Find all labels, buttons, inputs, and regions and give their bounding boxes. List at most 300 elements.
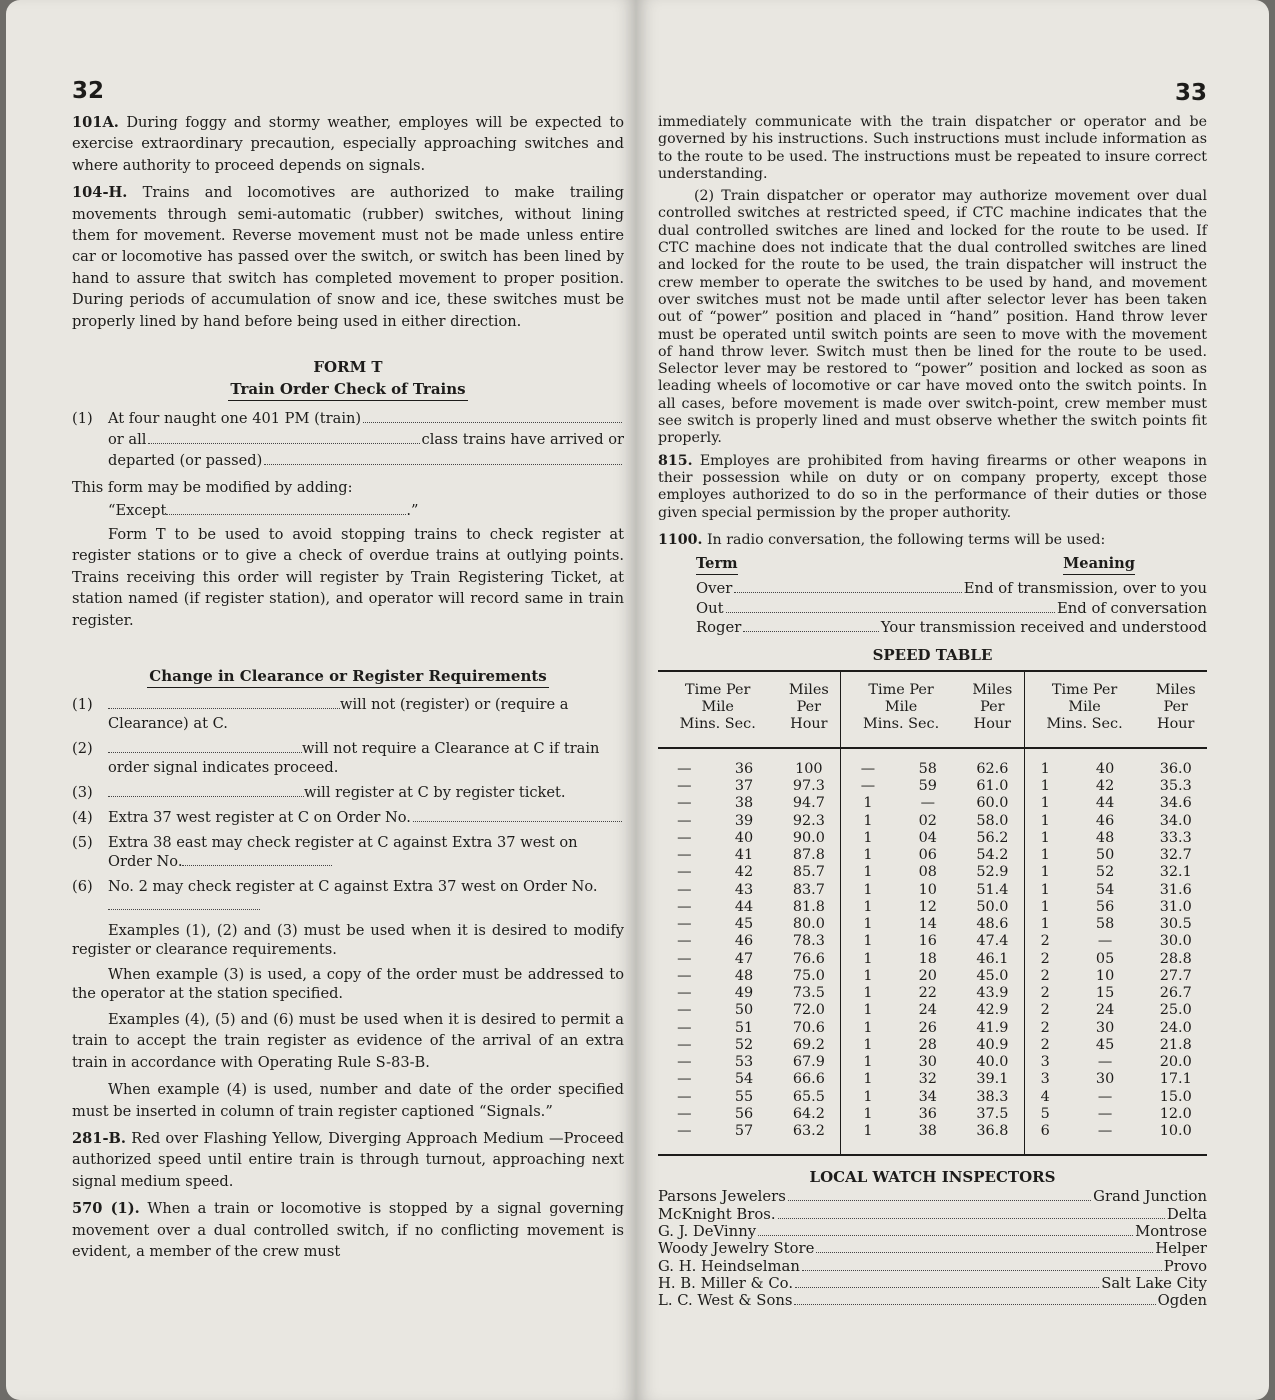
speed-table-cell: 40.0 (976, 1054, 1009, 1071)
item-text: Extra 38 east may check register at C against Extra 37 west on Order No. (108, 833, 578, 870)
speed-table-cell: 1 (841, 916, 895, 933)
speed-table-cell: 63.2 (792, 1123, 825, 1140)
speed-table-cell: 08 (918, 864, 937, 881)
watch-inspector-row (658, 1258, 1207, 1275)
speed-table-cell: — (920, 795, 935, 812)
rule-text: Red over Flashing Yellow, Diverging Approach Medium —Proceed authorized speed until entire train is through turnout, approaching next signal medium speed. (72, 1129, 624, 1190)
speed-table-cell: — (1097, 1054, 1113, 1071)
speed-table-cell: 47.4 (976, 933, 1009, 950)
speed-table-cell: 1 (841, 864, 895, 881)
speed-table-cell: 97.3 (792, 778, 825, 795)
speed-table-cell: 26.7 (1159, 985, 1192, 1002)
speed-table-cell: 56 (1095, 898, 1115, 915)
miles-header: Miles Per Hour (777, 671, 840, 748)
speed-table-cell: 64.2 (792, 1105, 825, 1122)
speed-table-cell: 36 (918, 1105, 937, 1122)
speed-table-cell: 10 (1095, 967, 1115, 984)
rule-number: 815. (658, 452, 693, 469)
speed-table-cell: 1 (841, 1054, 895, 1071)
form-item-body (108, 408, 624, 471)
speed-table-cell: 42.9 (976, 1002, 1009, 1019)
speed-table-cell: 48.6 (976, 916, 1009, 933)
speed-table-cell: — (677, 916, 692, 933)
speed-table-cell: 2 (1024, 985, 1065, 1002)
speed-table-cell: 24 (1095, 1002, 1115, 1019)
speed-table (658, 670, 1207, 1157)
watch-inspector-row (658, 1188, 1207, 1205)
speed-table-row (658, 951, 1207, 968)
meaning-column-header: Meaning (1063, 555, 1135, 575)
speed-table-cell: 26 (918, 1019, 937, 1036)
speed-table-cell: 15 (1095, 985, 1115, 1002)
speed-table-cell: — (1097, 933, 1113, 950)
inspector-name: G. H. Heindselman (658, 1257, 800, 1275)
speed-table-cell: — (1097, 1088, 1113, 1105)
speed-table-row (658, 748, 1207, 778)
speed-table-cell: 34 (918, 1088, 937, 1105)
speed-table-cell: 1 (841, 1020, 895, 1037)
speed-table-cell: 51 (734, 1019, 754, 1036)
watch-inspector-row (658, 1240, 1207, 1257)
speed-table-cell: — (677, 812, 692, 829)
speed-table-row (658, 1002, 1207, 1019)
item-number: (2) (72, 739, 93, 757)
speed-table-cell: — (677, 1054, 692, 1071)
speed-table-cell: 16 (918, 933, 937, 950)
speed-table-cell: 41.9 (976, 1019, 1009, 1036)
speed-table-cell: 28.8 (1159, 950, 1192, 967)
speed-table-cell: 76.6 (792, 950, 825, 967)
speed-table-cell: 1 (841, 847, 895, 864)
speed-table-cell: — (677, 950, 692, 967)
speed-table-cell: 52 (734, 1036, 754, 1053)
speed-table-cell: 57 (734, 1123, 754, 1140)
item-number: (4) (72, 808, 93, 826)
speed-table-cell: 32 (918, 1071, 937, 1088)
speed-table-cell: 1 (841, 933, 895, 950)
item-number: (1) (72, 410, 93, 428)
inspector-name: Parsons Jewelers (658, 1188, 786, 1206)
form-subtitle-text: Train Order Check of Trains (228, 380, 467, 401)
speed-table-cell: 2 (1024, 933, 1065, 950)
speed-table-cell: 46 (1095, 812, 1115, 829)
inspector-name: Woody Jewelry Store (658, 1240, 815, 1258)
meaning: End of transmission, over to you (963, 580, 1207, 598)
speed-table-cell: 1 (1024, 795, 1065, 812)
speed-table-cell: 43.9 (976, 985, 1009, 1002)
speed-table-cell: 54 (734, 1071, 754, 1088)
speed-table-cell: 2 (1024, 968, 1065, 985)
rule-281b (72, 1128, 624, 1192)
item-text: Extra 37 west register at C on Order No. (108, 808, 411, 826)
rule-104h (72, 182, 624, 332)
speed-table-cell: 60.0 (976, 795, 1009, 812)
speed-table-cell: 40 (1095, 760, 1115, 777)
speed-table-cell: 83.7 (792, 881, 825, 898)
speed-table-cell: 1 (841, 951, 895, 968)
speed-table-cell: 92.3 (792, 812, 825, 829)
speed-table-cell: 61.0 (976, 778, 1009, 795)
inspector-place: Ogden (1157, 1292, 1207, 1310)
speed-table-cell: 3 (1024, 1054, 1065, 1071)
speed-table-cell: 24.0 (1159, 1019, 1192, 1036)
speed-table-cell: 34.0 (1159, 812, 1192, 829)
speed-table-cell: 10 (918, 881, 937, 898)
speed-table-cell: 34.6 (1159, 795, 1192, 812)
speed-table-cell: 30 (918, 1054, 937, 1071)
speed-table-cell: 4 (1024, 1089, 1065, 1106)
speed-table-cell: 40.9 (976, 1036, 1009, 1053)
speed-table-cell: 50 (1095, 847, 1115, 864)
speed-table-cell: 37.5 (976, 1105, 1009, 1122)
speed-table-cell: — (677, 1105, 692, 1122)
speed-table-cell: 1 (841, 1002, 895, 1019)
speed-table-cell: 1 (841, 899, 895, 916)
speed-table-row (658, 899, 1207, 916)
speed-table-row (658, 985, 1207, 1002)
speed-table-cell: 39 (734, 812, 754, 829)
rule-text: During foggy and stormy weather, employes will be expected to exercise extraordinary precaution, especially approaching switches and where authority to proceed depends on signals. (72, 114, 624, 174)
term-header (696, 555, 1207, 575)
except-close: .” (406, 502, 419, 520)
speed-table-cell: 56 (734, 1105, 754, 1122)
speed-table-cell: 10.0 (1159, 1123, 1192, 1140)
speed-table-cell: 67.9 (792, 1054, 825, 1071)
change-item (72, 808, 624, 827)
speed-table-cell: — (677, 933, 692, 950)
speed-table-cell: 3 (1024, 1071, 1065, 1088)
speed-table-cell: 42 (1095, 778, 1115, 795)
speed-table-cell: 90.0 (792, 829, 825, 846)
change-item (72, 833, 624, 871)
speed-table-cell: 44 (734, 898, 754, 915)
change-item (72, 739, 624, 777)
speed-table-cell: — (677, 847, 692, 864)
speed-table-cell: 32.7 (1159, 847, 1192, 864)
speed-table-cell: 45.0 (976, 967, 1009, 984)
speed-table-cell: 1 (841, 1089, 895, 1106)
speed-table-cell: 20.0 (1159, 1054, 1192, 1071)
speed-table-cell: 30.0 (1159, 933, 1192, 950)
speed-table-cell: 42 (734, 864, 754, 881)
form-line: class trains have arrived or (421, 431, 624, 449)
watch-inspector-row (658, 1223, 1207, 1240)
speed-table-cell: 59 (918, 778, 937, 795)
speed-table-cell: 1 (841, 968, 895, 985)
speed-table-cell: 1 (841, 830, 895, 847)
speed-table-cell: 2 (1024, 1037, 1065, 1054)
speed-table-cell: 50.0 (976, 898, 1009, 915)
form-item (72, 408, 624, 471)
speed-table-cell: — (677, 795, 692, 812)
speed-table-cell: 06 (918, 847, 937, 864)
watch-inspector-row (658, 1275, 1207, 1292)
speed-table-cell: 1 (841, 1071, 895, 1088)
form-modified-note: This form may be modified by adding: (72, 479, 353, 497)
meaning: Your transmission received and understood (880, 619, 1207, 637)
speed-table-cell: — (677, 1071, 692, 1088)
speed-table-cell: 24 (918, 1002, 937, 1019)
speed-table-cell: 38.3 (976, 1088, 1009, 1105)
inspector-name: H. B. Miller & Co. (658, 1274, 794, 1292)
right-page (636, 0, 1269, 1400)
speed-table-row (658, 778, 1207, 795)
speed-table-cell: 27.7 (1159, 967, 1192, 984)
time-header: Time Per Mile Mins. Sec. (658, 671, 777, 748)
speed-table-cell: 31.0 (1159, 898, 1192, 915)
speed-table-cell: 40 (734, 829, 754, 846)
speed-table-cell: 2 (1024, 1002, 1065, 1019)
time-header: Time Per Mile Mins. Sec. (1024, 671, 1144, 748)
rule-number: 1100. (658, 531, 703, 548)
item-text: will not (register) or (require a Clearance) at C. (108, 695, 569, 732)
rule-text: When a train or locomotive is stopped by a signal governing movement over a dual controlled switch, if no conflicting movement is evident, a member of the crew must (72, 1200, 624, 1260)
miles-header: Miles Per Hour (1144, 671, 1207, 748)
speed-table-cell: 81.8 (792, 898, 825, 915)
speed-table-cell: 02 (918, 812, 937, 829)
speed-table-cell: — (677, 1088, 692, 1105)
term-row (696, 579, 1207, 599)
page-number: 33 (1174, 80, 1207, 106)
speed-table-cell: 36.8 (976, 1123, 1009, 1140)
term-row (696, 618, 1207, 638)
speed-table-cell: 28 (918, 1036, 937, 1053)
speed-table-cell: — (677, 1002, 692, 1019)
speed-table-cell: 18 (918, 950, 937, 967)
form-line: departed (or passed) (108, 452, 263, 470)
speed-table-cell: 62.6 (976, 760, 1009, 777)
speed-table-cell: 37 (734, 778, 754, 795)
speed-table-cell: 52 (1095, 864, 1115, 881)
form-title: FORM T (313, 358, 383, 377)
speed-table-cell: 78.3 (792, 933, 825, 950)
speed-table-row (658, 968, 1207, 985)
term: Over (696, 580, 733, 598)
speed-table-cell: — (677, 1036, 692, 1053)
form-line: At four naught one 401 PM (train) (108, 410, 362, 428)
speed-table-cell: 41 (734, 847, 754, 864)
speed-table-row (658, 1037, 1207, 1054)
speed-table-row (658, 1071, 1207, 1088)
term: Out (696, 599, 724, 617)
speed-table-row (658, 830, 1207, 847)
inspector-name: L. C. West & Sons (658, 1292, 793, 1310)
speed-table-cell: 35.3 (1159, 778, 1192, 795)
inspector-place: Grand Junction (1093, 1188, 1207, 1206)
speed-table-row (658, 933, 1207, 950)
speed-table-row (658, 916, 1207, 933)
rule-number: 570 (1). (72, 1200, 140, 1218)
change-title (72, 667, 624, 685)
speed-table-cell: 48 (734, 967, 754, 984)
speed-table-cell: 85.7 (792, 864, 825, 881)
rule-text: Employes are prohibited from having firearms or other weapons in their possession while on duty or on company property, except those employes authorized to do so in the performance of their duties or those given special permission by the proper authority. (658, 452, 1207, 521)
speed-table-cell: — (677, 1123, 692, 1140)
rule-570-2: (2) Train dispatcher or operator may authorize movement over dual controlled switches at restricted speed, if CTC machine indicates that the dual controlled switches are lined and locked for the route to be used. If CTC machine does not indicate that the dual controlled switches are lined and locked for the route to be used, the train dispatcher will instruct the crew member to operate the switches to be used by hand, and movement over switches must not be made until after selector lever has been taken out of “power” position and placed in “hand” position. Hand throw lever must be operated until switch points are seen to move with the movement of hand throw lever. Switch must then be lined for the route to be used. Selector lever may be restored to “power” position and locked as soon as leading wheels of locomotive or car have moved onto the switch points. In all cases, before movement is made over switch-point, crew member must see switch is properly lined and must observe whether the switch points fit properly. (658, 188, 1207, 447)
speed-table-cell: 51.4 (976, 881, 1009, 898)
item-text: No. 2 may check register at C against Extra 37 west on Order No. (108, 877, 598, 895)
rule-text: In radio conversation, the following terms will be used: (706, 531, 1106, 548)
speed-table-cell: — (841, 778, 895, 795)
speed-table-cell: 12.0 (1159, 1105, 1192, 1122)
speed-table-cell: 30 (1095, 1071, 1115, 1088)
inspector-place: Salt Lake City (1101, 1274, 1207, 1292)
speed-table-cell: 6 (1024, 1123, 1065, 1155)
form-t-text: Form T to be used to avoid stopping trains to check register at register stations or to give a check of overdue trains at outlying points. Trains receiving this order will register by Train Registering Ticket, at station named (if register station), and operator will record same in train register. (72, 525, 624, 629)
speed-table-row (658, 1106, 1207, 1123)
speed-table-cell: 31.6 (1159, 881, 1192, 898)
speed-table-cell: 30 (1095, 1019, 1115, 1036)
speed-table-row (658, 1123, 1207, 1155)
speed-table-cell: 1 (1024, 899, 1065, 916)
form-line: or all (108, 431, 147, 449)
speed-table-row (658, 1020, 1207, 1037)
speed-table-row (658, 813, 1207, 830)
inspector-place: Montrose (1135, 1223, 1207, 1240)
time-header: Time Per Mile Mins. Sec. (841, 671, 961, 748)
speed-table-cell: 22 (918, 985, 937, 1002)
speed-table-cell: — (677, 1019, 692, 1036)
speed-table-body (658, 748, 1207, 1156)
example-note: When example (3) is used, a copy of the order must be addressed to the operator at the station specified. (72, 965, 624, 1002)
speed-table-cell: 1 (1024, 778, 1065, 795)
speed-table-cell: 54 (1095, 881, 1115, 898)
speed-table-row (658, 882, 1207, 899)
page-number: 32 (72, 78, 105, 104)
speed-table-cell: 30.5 (1159, 916, 1192, 933)
meaning: End of conversation (1056, 599, 1207, 617)
speed-table-cell: — (677, 898, 692, 915)
speed-table-cell: 38 (734, 795, 754, 812)
speed-table-cell: 58 (1095, 916, 1115, 933)
speed-table-cell: 94.7 (792, 795, 825, 812)
speed-table-cell: 1 (1024, 813, 1065, 830)
speed-table-cell: 5 (1024, 1106, 1065, 1123)
item-number: (6) (72, 877, 93, 895)
speed-table-cell: 2 (1024, 1020, 1065, 1037)
rule-570-continued: immediately communicate with the train dispatcher or operator and be governed by his instructions. Such instructions must include information as to the route to be used. The instructions must be repeated to insure correct understanding. (658, 114, 1207, 182)
speed-table-cell: — (1097, 1105, 1113, 1122)
speed-table-cell: 48 (1095, 829, 1115, 846)
miles-header: Miles Per Hour (961, 671, 1024, 748)
speed-table-cell: 55 (734, 1088, 754, 1105)
item-number: (5) (72, 833, 93, 851)
speed-table-cell: — (841, 748, 895, 778)
speed-table-cell: 15.0 (1159, 1088, 1192, 1105)
except-line (72, 500, 624, 521)
speed-table-cell: 70.6 (792, 1019, 825, 1036)
speed-table-cell: 1 (1024, 882, 1065, 899)
speed-table-cell: 1 (841, 813, 895, 830)
inspector-name: G. J. DeVinny (658, 1223, 757, 1240)
speed-table-cell: 36.0 (1159, 760, 1192, 777)
speed-table-cell: 33.3 (1159, 829, 1192, 846)
speed-table-cell: 1 (1024, 748, 1065, 778)
except-open: “Except (108, 502, 167, 520)
speed-table-cell: 38 (918, 1123, 937, 1140)
left-page (6, 0, 636, 1400)
change-item (72, 783, 624, 802)
inspector-place: Provo (1163, 1257, 1207, 1275)
speed-table-cell: 87.8 (792, 847, 825, 864)
speed-table-cell: 100 (795, 760, 823, 777)
rule-text: Trains and locomotives are authorized to make trailing movements through semi-automatic (rubber) switches, without lining them for movement. Reverse movement must not be made unless entire car or locomotive has passed over the switch, or switch has been lined by hand to assure that switch has completed movement to proper position. During periods of accumulation of snow and ice, these switches must be properly lined by hand before being used in either direction. (72, 184, 624, 330)
speed-table-cell: 45 (734, 916, 754, 933)
rule-101a (72, 112, 624, 176)
change-item (72, 695, 624, 733)
speed-table-cell: — (677, 829, 692, 846)
speed-table-cell: 14 (918, 916, 937, 933)
speed-table-cell: — (677, 985, 692, 1002)
speed-table-cell: 58.0 (976, 812, 1009, 829)
speed-table-cell: 46.1 (976, 950, 1009, 967)
item-text: will register at C by register ticket. (304, 783, 566, 801)
speed-table-cell: 1 (841, 795, 895, 812)
rule-815 (658, 453, 1207, 522)
speed-table-row (658, 1054, 1207, 1071)
term-column-header: Term (696, 555, 738, 575)
speed-table-title: SPEED TABLE (872, 645, 993, 664)
speed-table-cell: 1 (841, 985, 895, 1002)
speed-table-cell: 43 (734, 881, 754, 898)
speed-table-cell: 04 (918, 829, 937, 846)
speed-table-cell: 53 (734, 1054, 754, 1071)
item-number: (3) (72, 783, 93, 801)
example-note: Examples (4), (5) and (6) must be used when it is desired to permit a train to accept the train register as evidence of the arrival of an extra train in accordance with Operating Rule S-83-B. (72, 1010, 624, 1071)
rule-number: 281-B. (72, 1129, 126, 1147)
change-title-text: Change in Clearance or Register Requirements (147, 667, 549, 688)
speed-table-cell: 52.9 (976, 864, 1009, 881)
speed-table-row (658, 847, 1207, 864)
speed-table-cell: 80.0 (792, 916, 825, 933)
speed-table-cell: 32.1 (1159, 864, 1192, 881)
speed-table-cell: 21.8 (1159, 1036, 1192, 1053)
term-row (696, 599, 1207, 619)
speed-table-cell: 44 (1095, 795, 1115, 812)
speed-table-cell: — (677, 864, 692, 881)
change-item (72, 877, 624, 915)
speed-table-cell: 49 (734, 985, 754, 1002)
example-note: When example (4) is used, number and date of the order specified must be inserted in column of train register captioned “Signals.” (72, 1081, 624, 1120)
speed-table-cell: 2 (1024, 951, 1065, 968)
speed-table-cell: 47 (734, 950, 754, 967)
speed-table-cell: — (677, 967, 692, 984)
speed-table-cell: 58 (918, 760, 937, 777)
speed-table-row (658, 795, 1207, 812)
speed-table-cell: 05 (1095, 950, 1115, 967)
speed-table-cell: 72.0 (792, 1002, 825, 1019)
speed-table-cell: — (677, 881, 692, 898)
rule-number: 101A. (72, 114, 119, 131)
rule-number: 104-H. (72, 184, 128, 202)
item-number: (1) (72, 695, 93, 713)
speed-table-cell: 39.1 (976, 1071, 1009, 1088)
example-note: Examples (1), (2) and (3) must be used when it is desired to modify register or clearance requirements. (72, 921, 624, 958)
speed-table-cell: 46 (734, 933, 754, 950)
speed-table-cell: 20 (918, 967, 937, 984)
speed-table-cell: 69.2 (792, 1036, 825, 1053)
speed-table-cell: 12 (918, 898, 937, 915)
speed-table-cell: 1 (1024, 847, 1065, 864)
item-text: will not require a Clearance at C if train order signal indicates proceed. (108, 739, 600, 776)
inspector-place: Delta (1166, 1205, 1207, 1223)
speed-table-cell: 1 (1024, 830, 1065, 847)
speed-table-row (658, 1089, 1207, 1106)
speed-table-cell: 75.0 (792, 967, 825, 984)
speed-table-row (658, 864, 1207, 881)
speed-table-cell: 25.0 (1159, 1002, 1192, 1019)
speed-table-cell: 1 (841, 1037, 895, 1054)
